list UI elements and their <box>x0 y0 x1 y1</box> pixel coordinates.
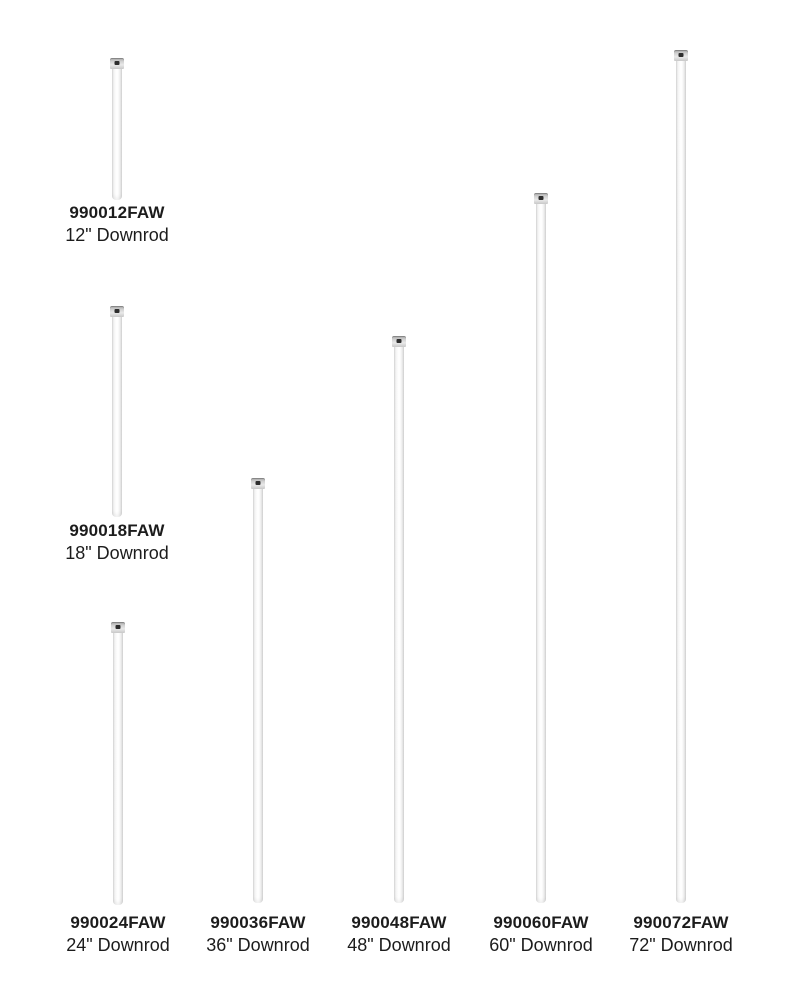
product-label <box>596 912 766 956</box>
rod-coupler-cap <box>110 306 124 317</box>
downrod-image <box>536 193 546 903</box>
product-code: 990018FAW <box>69 521 165 540</box>
downrod-image <box>112 306 122 517</box>
downrod-image <box>112 58 122 200</box>
downrod-image <box>253 478 263 903</box>
rod-coupler-cap <box>392 336 406 347</box>
product-code: 990048FAW <box>351 913 447 932</box>
rod-coupler-cap <box>534 193 548 204</box>
set-screw-icon <box>539 196 544 200</box>
set-screw-icon <box>115 61 120 65</box>
product-code: 990060FAW <box>493 913 589 932</box>
set-screw-icon <box>397 339 402 343</box>
product-size: 12" Downrod <box>65 225 169 245</box>
product-size: 36" Downrod <box>206 935 310 955</box>
rod-coupler-cap <box>674 50 688 61</box>
downrod-image <box>676 50 686 903</box>
product-size: 72" Downrod <box>629 935 733 955</box>
downrod-image <box>394 336 404 903</box>
set-screw-icon <box>256 481 261 485</box>
rod-coupler-cap <box>251 478 265 489</box>
product-size: 60" Downrod <box>489 935 593 955</box>
set-screw-icon <box>116 625 121 629</box>
set-screw-icon <box>115 309 120 313</box>
product-label <box>32 202 202 246</box>
product-size: 48" Downrod <box>347 935 451 955</box>
product-code: 990012FAW <box>69 203 165 222</box>
downrod-image <box>113 622 123 905</box>
product-code: 990036FAW <box>210 913 306 932</box>
product-code: 990024FAW <box>70 913 166 932</box>
product-size: 24" Downrod <box>66 935 170 955</box>
product-code: 990072FAW <box>633 913 729 932</box>
product-label <box>32 520 202 564</box>
rod-coupler-cap <box>110 58 124 69</box>
set-screw-icon <box>679 53 684 57</box>
rod-coupler-cap <box>111 622 125 633</box>
product-size: 18" Downrod <box>65 543 169 563</box>
